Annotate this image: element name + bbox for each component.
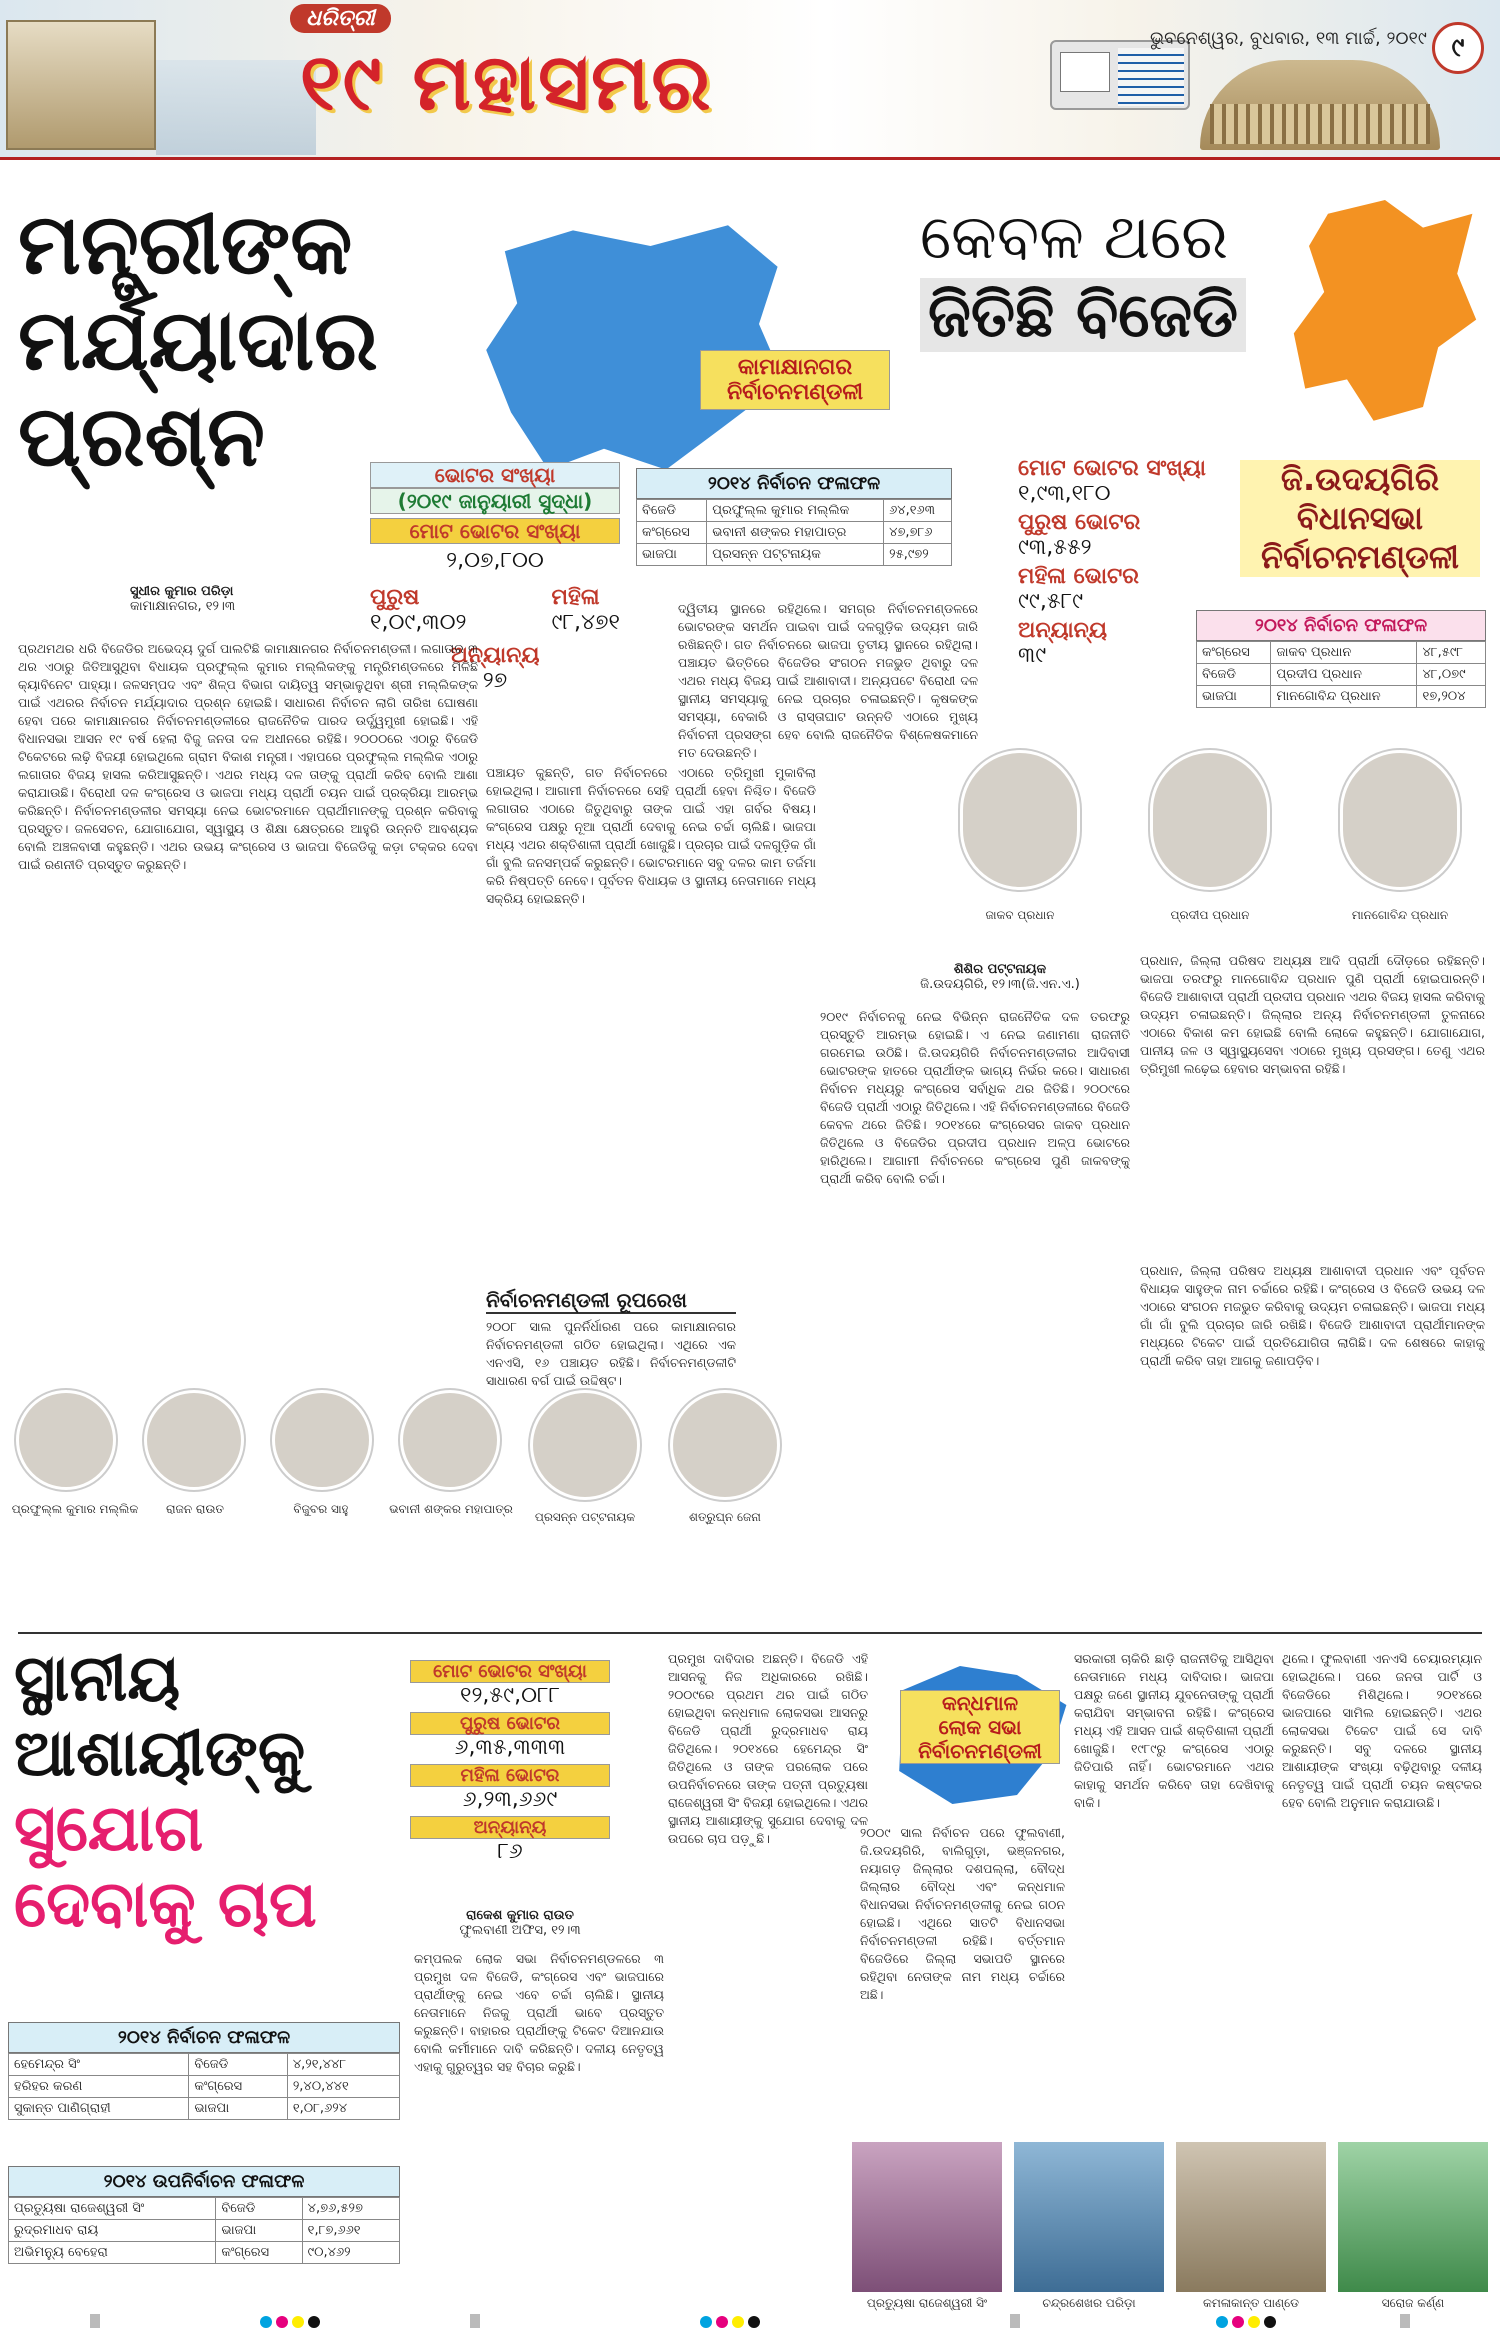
story3-column-5: ଥିଲେ। ଫୁଲବାଣୀ ଏନଏସି ଚେୟାରମ୍ୟାନ ହୋଇଥିଲେ। ପରେ ଜନତା ପାର୍ଟି ଓ ବିଜେଡିରେ ମିଶିଥିଲେ। ୨୦୧୪ରେ ଭାଜପାରେ ସାମିଲ ହୋଇଛନ୍ତି। ଏଥର ଲୋକସଭା ଟିକେଟ ପାଇଁ ସେ ଦାବି କରୁଛନ୍ତି। ସବୁ ଦଳରେ ସ୍ଥାନୀୟ ଆଶାୟୀଙ୍କ ସଂଖ୍ୟା ବଢ଼ିଥିବାରୁ ଦଳୀୟ ନେତୃତ୍ୱ ପାଇଁ ପ୍ରାର୍ଥୀ ଚୟନ କଷ୍ଟକର ହେବ ବୋଲି ଅନୁମାନ କରାଯାଉଛି। [1282, 1651, 1482, 1810]
candidate-caption: ଜାକବ ପ୍ରଧାନ [985, 908, 1055, 922]
candidate-caption: ଭବାନୀ ଶଙ୍କର ମହାପାତ୍ର [389, 1502, 513, 1516]
party-cell: ଭାଜପା [189, 2098, 287, 2120]
female-label: ମହିଳା ଭୋଟର [410, 1764, 610, 1787]
gender-row [370, 585, 620, 635]
votes-cell: ୬୪,୧୬୩ [884, 500, 952, 522]
candidate-cell: ଜାକବ ପ୍ରଧାନ [1271, 642, 1417, 664]
story1-photo-row [10, 1390, 800, 1550]
votes-cell: ୨,୪୦,୪୪୧ [287, 2076, 399, 2098]
brand-logo: ଧରିତ୍ରୀ [290, 4, 391, 33]
story1-headline-line: ମର୍ଯ୍ୟାଦାର [18, 291, 378, 390]
story3-photo-row [852, 2142, 1492, 2322]
candidate-photo [530, 1390, 640, 1500]
total-voters-value: ୧,୯୩,୧୮୦ [1018, 481, 1111, 506]
party-cell: ଭାଜପା [216, 2220, 302, 2242]
story3-byline [420, 1908, 620, 1938]
story3-headline-line: ଆଶାୟୀଙ୍କୁ [14, 1717, 306, 1792]
table-row [9, 2098, 400, 2120]
male-label: ପୁରୁଷ ଭୋଟର [1018, 510, 1141, 535]
byline-place: କାମାକ୍ଷାନଗର, ୧୨।୩ [130, 599, 236, 614]
story1-headline-line: ମନ୍ତ୍ରୀଙ୍କ [18, 195, 353, 293]
table-row [1197, 642, 1486, 664]
profile-text: ୨୦୦୮ ସାଲ ପୁନର୍ନିର୍ଧାରଣ ପରେ କାମାକ୍ଷାନଗର ନିର୍ବାଚନମଣ୍ଡଳୀ ଗଠିତ ହୋଇଥିଲା। ଏଥିରେ ଏକ ଏନଏସି, ୧୬ ପଞ୍ଚାୟତ ରହିଛି। ନିର୍ବାଚନମଣ୍ଡଳୀଟି ସାଧାରଣ ବର୍ଗ ପାଇଁ ଉଦ୍ଦିଷ୍ଟ। [486, 1319, 736, 1388]
story3-voter-box [410, 1660, 610, 1864]
female-label: ମହିଳା ଭୋଟର [1018, 564, 1139, 589]
total-voters-label: ମୋଟ ଭୋଟର ସଂଖ୍ୟା [410, 1660, 610, 1683]
story2-photo-row [960, 750, 1490, 940]
votes-cell: ୪,୨୧,୪୪୮ [287, 2054, 399, 2076]
party-cell: ବିଜେଡି [637, 500, 707, 522]
crowd-hands-image [156, 60, 316, 155]
candidate-cell: ହରିହର କରଣ [9, 2076, 189, 2098]
byline-place: ଫୁଲବାଣୀ ଅଫିସ, ୧୨।୩ [459, 1923, 581, 1938]
masthead [0, 0, 1500, 160]
voter-box-title: ଭୋଟର ସଂଖ୍ୟା [370, 462, 620, 488]
evm-machine-image [1050, 40, 1190, 110]
candidate-photo [1340, 750, 1460, 890]
other-value: ୨୭ [482, 668, 508, 693]
total-voters-label: ମୋଟ ଭୋଟର ସଂଖ୍ୟା [370, 518, 620, 544]
table-row [637, 522, 952, 544]
story2-headline-line: ଜିତିଛି ବିଜେଡି [920, 278, 1246, 352]
candidate-cell: ରୁଦ୍ରମାଧବ ରାୟ [9, 2220, 216, 2242]
story3-headline-line: ସୁଯୋଗ [14, 1792, 204, 1867]
byline-place: ଜି.ଉଦୟଗିରି, ୧୨।୩(ଜି.ଏନ.ଏ.) [920, 977, 1080, 992]
male-value: ୬,୩୫,୩୩୩ [454, 1735, 566, 1760]
candidate-photo [1150, 750, 1270, 890]
story1-results-table [636, 468, 952, 566]
voter-box-subtitle: (୨୦୧୯ ଜାନୁୟାରୀ ସୁଦ୍ଧା) [370, 488, 620, 514]
total-voters-label: ମୋଟ ଭୋଟର ସଂଖ୍ୟା [1018, 456, 1206, 481]
candidate-caption: ଚନ୍ଦ୍ରଶେଖର ପରିଡ଼ା [1042, 2296, 1136, 2310]
story1-byline [130, 584, 350, 614]
total-voters-value: ୧୨,୫୯,୦୮୮ [460, 1683, 560, 1708]
section-title: ୧୯ ମହାସମର [300, 38, 713, 128]
other-value: ୮୬ [497, 1839, 523, 1864]
votes-cell: ୧,୮୭,୬୬୧ [302, 2220, 399, 2242]
bye-results-title: ୨୦୧୪ ଉପନିର୍ବାଚନ ଫଳାଫଳ [8, 2166, 400, 2197]
story3-column-4: ସରକାରୀ ଚାକିରି ଛାଡ଼ି ରାଜନୀତିକୁ ଆସିଥିବା ନେତାମାନେ ମଧ୍ୟ ଦାବିଦାର। ଭାଜପା ପକ୍ଷରୁ ଜଣେ ସ୍ଥାନୀୟ ଯୁବନେତାଙ୍କୁ ପ୍ରାର୍ଥୀ କରାଯିବା ସମ୍ଭାବନା ରହିଛି। କଂଗ୍ରେସ ମଧ୍ୟ ଏହି ଆସନ ପାଇଁ ଶକ୍ତିଶାଳୀ ପ୍ରାର୍ଥୀ ଖୋଜୁଛି। ୧୯୮୯ରୁ କଂଗ୍ରେସ ଏଠାରୁ ଜିତିପାରି ନାହିଁ। ଭୋଟରମାନେ ଏଥର କାହାକୁ ସମର୍ଥନ କରିବେ ତାହା ଦେଖିବାକୁ ବାକି। [1074, 1651, 1274, 1810]
candidate-cell: ପ୍ରସନ୍ନ ପଟ୍ଟନାୟକ [707, 544, 884, 566]
results-grid [636, 499, 952, 566]
registration-marks [0, 2310, 1500, 2334]
story2-map-label [1240, 460, 1480, 577]
map-label-line: ନିର୍ବାଚନମଣ୍ଡଳୀ [726, 380, 864, 405]
story3-column-1: କମ୍ପଲକ ଲୋକ ସଭା ନିର୍ବାଚନମଣ୍ଡଳରେ ୩ ପ୍ରମୁଖ ଦଳ ବିଜେଡି, କଂଗ୍ରେସ ଏବଂ ଭାଜପାରେ ପ୍ରାର୍ଥୀଙ୍କୁ ନେଇ ଏବେ ଚର୍ଚ୍ଚା ଚାଲିଛି। ସ୍ଥାନୀୟ ନେତାମାନେ ନିଜକୁ ପ୍ରାର୍ଥୀ ଭାବେ ପ୍ରସ୍ତୁତ କରୁଛନ୍ତି। ବାହାରର ପ୍ରାର୍ଥୀଙ୍କୁ ଟିକେଟ ଦିଆନଯାଉ ବୋଲି କର୍ମୀମାନେ ଦାବି କରିଛନ୍ତି। ଦଳୀୟ ନେତୃତ୍ୱ ଏହାକୁ ଗୁରୁତ୍ୱର ସହ ବିଚାର କରୁଛି। [414, 1951, 664, 2074]
section-divider [18, 1632, 1482, 1634]
candidate-cell: ମାନଗୋବିନ୍ଦ ପ୍ରଧାନ [1271, 686, 1417, 708]
parliament-building-image [1200, 60, 1440, 150]
results-title: ୨୦୧୪ ନିର୍ବାଚନ ଫଳାଫଳ [1196, 610, 1486, 641]
candidate-caption: କମଳାକାନ୍ତ ପାଣ୍ଡେ [1203, 2296, 1299, 2310]
map-label-line: କନ୍ଧମାଳ [941, 1691, 1019, 1715]
votes-cell: ୧୭,୨୦୪ [1417, 686, 1486, 708]
other-label: ଅନ୍ୟାନ୍ୟ [450, 643, 540, 668]
map-label-line: ଲୋକ ସଭା [938, 1715, 1022, 1739]
party-cell: ଭାଜପା [637, 544, 707, 566]
candidate-photo [1338, 2142, 1488, 2292]
candidate-cell: ଅଭିମନ୍ୟୁ ବେହେରା [9, 2242, 216, 2264]
g-udayagiri-map [1290, 200, 1480, 430]
byline-name: ସୁଧୀର କୁମାର ପରିଡ଼ା [130, 584, 234, 599]
party-cell: ବିଜେଡି [1197, 664, 1271, 686]
votes-cell: ୪୮,୦୭୯ [1417, 664, 1486, 686]
votes-cell: ୪୮,୫୯୮ [1417, 642, 1486, 664]
candidate-caption: ବିଜୁବର ସାହୁ [293, 1502, 349, 1516]
party-cell: ବିଜେଡି [189, 2054, 287, 2076]
story1-column-1: ପ୍ରଥମଥର ଧରି ବିଜେଡିର ଅଭେଦ୍ୟ ଦୁର୍ଗ ପାଲଟିଛି କାମାକ୍ଷାନଗର ନିର୍ବାଚନମଣ୍ଡଳୀ। ଲଗାତାର ୩ ଥର ଏଠାରୁ ଜିତିଆସୁଥିବା ବିଧାୟକ ପ୍ରଫୁଲ୍ଲ କୁମାର ମଲ୍ଲିକଙ୍କୁ ମନ୍ତ୍ରିମଣ୍ଡଳରେ ମିଳିଛି କ୍ୟାବିନେଟ ପାହ୍ୟା। ଜଳସମ୍ପଦ ଏବଂ ଶିଳ୍ପ ବିଭାଗ ଦାୟିତ୍ୱ ସମ୍ଭାଳୁଥିବା ଶ୍ରୀ ମଲ୍ଲିକଙ୍କ ପାଇଁ ଏଥରର ନିର୍ବାଚନ ମର୍ଯ୍ୟାଦାର ପ୍ରଶ୍ନ ହୋଇଛି। ସାଧାରଣ ନିର୍ବାଚନ ଲାଗି ତାରିଖ ଘୋଷଣା ହେବା ପରେ କାମାକ୍ଷାନଗର ନିର୍ବାଚନମଣ୍ଡଳୀରେ ରାଜନୈତିକ ପାରଦ ଉର୍ଦ୍ଧ୍ୱମୁଖୀ ହୋଇଛି। ଏହି ବିଧାନସଭା ଆସନ ୧୯ ବର୍ଷ ହେଲା ବିଜୁ ଜନତା ଦଳ ଅଧୀନରେ ରହିଛି। ୨୦୦୦ରେ ଏଠାରୁ ବିଜେଡି ଟିକେଟରେ ଲଢ଼ି ବିଜୟୀ ହୋଇଥିଲେ ଗ୍ରାମ ବିକାଶ ମନ୍ତ୍ରୀ। ଏହାପରେ ପ୍ରଫୁଲ୍ଲ ମଲ୍ଲିକ ଏଠାରୁ ଲଗାତାର ବିଜୟ ହାସଲ କରିଆସୁଛନ୍ତି। ଏଥର ମଧ୍ୟ ଦଳ ତାଙ୍କୁ ପ୍ରାର୍ଥୀ କରିବ ବୋଲି ଆଶା କରାଯାଉଛି। ବିରୋଧୀ ଦଳ କଂଗ୍ରେସ ଓ ଭାଜପା ମଧ୍ୟ ପ୍ରାର୍ଥୀ ଚୟନ ପାଇଁ ପ୍ରକ୍ରିୟା ଆରମ୍ଭ କରିଛନ୍ତି। ନିର୍ବାଚନମଣ୍ଡଳୀର ସମସ୍ୟା ନେଇ ଭୋଟରମାନେ ପ୍ରାର୍ଥୀମାନଙ୍କୁ ପ୍ରଶ୍ନ କରିବାକୁ ପ୍ରସ୍ତୁତ। ଜଳସେଚନ, ଯୋଗାଯୋଗ, ସ୍ୱାସ୍ଥ୍ୟ ଓ ଶିକ୍ଷା କ୍ଷେତ୍ରରେ ଆହୁରି ଉନ୍ନତି ଆବଶ୍ୟକ ବୋଲି ଅଞ୍ଚଳବାସୀ କହୁଛନ୍ତି। ଏଥର ଉଭୟ କଂଗ୍ରେସ ଓ ଭାଜପା ବିଜେଡିକୁ କଡ଼ା ଟକ୍କର ଦେବା ପାଇଁ ରଣନୀତି ପ୍ରସ୍ତୁତ କରୁଛନ୍ତି। [18, 641, 478, 872]
byline-name: ଶିଶିର ପଟ୍ଟନାୟକ [953, 962, 1047, 977]
story1-column-3: ପଞ୍ଚାୟତ କୁଛନ୍ତି, ଗତ ନିର୍ବାଚନରେ ଏଠାରେ ତ୍ରିମୁଖୀ ମୁକାବିଲା ହୋଇଥିଲା। ଆଗାମୀ ନିର୍ବାଚନରେ ସେହି ପ୍ରାର୍ଥୀ ହେବା ନିଶ୍ଚିତ। ବିଜେଡି ଲଗାତାର ଏଠାରେ ଜିତୁଥିବାରୁ ତାଙ୍କ ପାଇଁ ଏହା ଗର୍ବର ବିଷୟ। କଂଗ୍ରେସ ପକ୍ଷରୁ ନୂଆ ପ୍ରାର୍ଥୀ ଦେବାକୁ ନେଇ ଚର୍ଚ୍ଚା ଚାଲିଛି। ଭାଜପା ମଧ୍ୟ ଏଥର ଶକ୍ତିଶାଳୀ ପ୍ରାର୍ଥୀ ଖୋଜୁଛି। ପ୍ରଚାର ପାଇଁ ଦଳଗୁଡ଼ିକ ଗାଁ ଗାଁ ବୁଲି ଜନସମ୍ପର୍କ କରୁଛନ୍ତି। ଭୋଟରମାନେ ସବୁ ଦଳର କାମ ତର୍ଜମା କରି ନିଷ୍ପତ୍ତି ନେବେ। ପୂର୍ବତନ ବିଧାୟକ ଓ ସ୍ଥାନୀୟ ନେତାମାନେ ମଧ୍ୟ ସକ୍ରିୟ ହୋଇଛନ୍ତି। [486, 765, 816, 906]
story2-voter-box [1018, 456, 1218, 668]
male-label: ପୁରୁଷ [370, 585, 420, 610]
candidate-caption: ଶତ୍ରୁଘ୍ନ ଜେନା [689, 1510, 761, 1524]
results-title: ୨୦୧୪ ନିର୍ବାଚନ ଫଳାଫଳ [636, 468, 952, 499]
votes-cell: ୪,୭୬,୫୨୭ [302, 2198, 399, 2220]
party-cell: ବିଜେଡି [216, 2198, 302, 2220]
dateline: ଭୁବନେଶ୍ୱର, ବୁଧବାର, ୧୩ ମାର୍ଚ୍ଚ, ୨୦୧୯ [1150, 28, 1427, 49]
byline-name: ରାକେଶ କୁମାର ରାଉତ [466, 1908, 574, 1923]
profile-title: ନିର୍ବାଚନମଣ୍ଡଳୀ ରୂପରେଖ [486, 1288, 736, 1314]
party-cell: ଭାଜପା [1197, 686, 1271, 708]
party-cell: କଂଗ୍ରେସ [189, 2076, 287, 2098]
candidate-photo [1014, 2142, 1164, 2292]
story2-results-table [1196, 610, 1486, 708]
bye-results-grid [8, 2197, 400, 2264]
story2-column-3: ପ୍ରଧାନ, ଜିଲ୍ଲା ପରିଷଦ ଅଧ୍ୟକ୍ଷ ଆଶାବାଦୀ ପ୍ରଧାନ ଏବଂ ପୂର୍ବତନ ବିଧାୟକ ସାହୁଙ୍କ ନାମ ଚର୍ଚ୍ଚାରେ ରହିଛି। କଂଗ୍ରେସ ଓ ବିଜେଡି ଉଭୟ ଦଳ ଏଠାରେ ସଂଗଠନ ମଜଭୁତ କରିବାକୁ ଉଦ୍ୟମ ଚଳାଇଛନ୍ତି। ଭାଜପା ମଧ୍ୟ ଗାଁ ଗାଁ ବୁଲି ପ୍ରଚାର ଜାରି ରଖିଛି। ବିଜେଡି ଆଶାବାଦୀ ପ୍ରାର୍ଥୀମାନଙ୍କ ମଧ୍ୟରେ ଟିକେଟ ପାଇଁ ପ୍ରତିଯୋଗିତା ଲାଗିଛି। ଦଳ ଶେଷରେ କାହାକୁ ପ୍ରାର୍ଥୀ କରିବ ତାହା ଆଗକୁ ଜଣାପଡ଼ିବ। [1140, 1263, 1485, 1368]
map-label-line: ବିଧାନସଭା [1296, 499, 1424, 537]
candidate-caption: ପ୍ରତ୍ୟୁଷା ରାଜେଶ୍ୱରୀ ସିଂ [866, 2296, 988, 2310]
other-label: ଅନ୍ୟାନ୍ୟ [1018, 618, 1107, 643]
story3-column-2: ପ୍ରମୁଖ ଦାବିଦାର ଅଛନ୍ତି। ବିଜେଡି ଏହି ଆସନକୁ ନିଜ ଅଧିକାରରେ ରଖିଛି। ୨୦୦୯ରେ ପ୍ରଥମ ଥର ପାଇଁ ଗଠିତ ହୋଇଥିବା କନ୍ଧମାଳ ଲୋକସଭା ଆସନରୁ ବିଜେଡି ପ୍ରାର୍ଥୀ ରୁଦ୍ରମାଧବ ରାୟ ଜିତିଥିଲେ। ୨୦୧୪ରେ ହେମେନ୍ଦ୍ର ସିଂ ଜିତିଥିଲେ ଓ ତାଙ୍କ ପରଲୋକ ପରେ ଉପନିର୍ବାଚନରେ ତାଙ୍କ ପତ୍ନୀ ପ୍ରତ୍ୟୁଷା ରାଜେଶ୍ୱରୀ ସିଂ ବିଜୟୀ ହୋଇଥିଲେ। ଏଥର ସ୍ଥାନୀୟ ଆଶାୟୀଙ୍କୁ ସୁଯୋଗ ଦେବାକୁ ଦଳ ଉପରେ ଚାପ ପଡ଼ୁଛି। [668, 1651, 868, 1846]
story2-headline-line: କେବଳ ଥରେ [920, 200, 1229, 273]
story3-headline-line: ସ୍ଥାନୀୟ [14, 1642, 181, 1716]
party-cell: କଂଗ୍ରେସ [216, 2242, 302, 2264]
results-grid [8, 2053, 400, 2120]
male-value: ୧,୦୯,୩୦୨ [370, 610, 467, 635]
candidate-cell: ଭବାନୀ ଶଙ୍କର ମହାପାତ୍ର [707, 522, 884, 544]
candidate-caption: ମାନଗୋବିନ୍ଦ ପ୍ରଧାନ [1351, 908, 1449, 922]
table-row [1197, 664, 1486, 686]
votes-cell: ୧,୦୮,୬୨୪ [287, 2098, 399, 2120]
candidate-caption: ସରୋଜ କର୍ଣ୍ଣ [1381, 2296, 1445, 2310]
other-label: ଅନ୍ୟାନ୍ୟ [410, 1816, 610, 1839]
results-grid [1196, 641, 1486, 708]
story3-headline-line: ଦେବାକୁ ଚାପ [14, 1867, 317, 1942]
votes-cell: ୯୦,୪୬୨ [302, 2242, 399, 2264]
story2-headline [920, 200, 1340, 352]
page-number: ୯ [1432, 22, 1484, 74]
results-title: ୨୦୧୪ ନିର୍ବାଚନ ଫଳାଫଳ [8, 2022, 400, 2053]
candidate-photo [144, 1390, 244, 1490]
story1-column-2: ଦ୍ୱିତୀୟ ସ୍ଥାନରେ ରହିଥିଲେ। ସମଗ୍ର ନିର୍ବାଚନମଣ୍ଡଳରେ ଭୋଟରଙ୍କ ସମର୍ଥନ ପାଇବା ପାଇଁ ଦଳଗୁଡ଼ିକ ଉଦ୍ୟମ ଜାରି ରଖିଛନ୍ତି। ଗତ ନିର୍ବାଚନରେ ଭାଜପା ତୃତୀୟ ସ୍ଥାନରେ ରହିଥିଲା। ପଞ୍ଚାୟତ ଭିତ୍ତିରେ ବିଜେଡିର ସଂଗଠନ ମଜଭୁତ ଥିବାରୁ ଦଳ ଏଥର ମଧ୍ୟ ବିଜୟ ପାଇଁ ଆଶାବାଦୀ। ଅନ୍ୟପଟେ ବିରୋଧୀ ଦଳ ସ୍ଥାନୀୟ ସମସ୍ୟାକୁ ନେଇ ପ୍ରଚାର ଚଳାଇଛନ୍ତି। କୃଷକଙ୍କ ସମସ୍ୟା, ବେକାରି ଓ ରାସ୍ତାଘାଟ ଉନ୍ନତି ଏଠାରେ ମୁଖ୍ୟ ନିର୍ବାଚନୀ ପ୍ରସଙ୍ଗ ହେବ ବୋଲି ରାଜନୈତିକ ବିଶ୍ଳେଷକମାନେ ମତ ଦେଉଛନ୍ତି। [678, 601, 978, 760]
candidate-caption: ରାଜନ ରାଉତ [165, 1502, 224, 1516]
votes-cell: ୪୭,୭୮୬ [884, 522, 952, 544]
assembly-building-image [6, 20, 156, 150]
story1-map-label [700, 350, 890, 410]
total-voters-value: ୨,୦୭,୮୦୦ [446, 548, 544, 573]
story2-byline [890, 962, 1110, 992]
other-value: ୩୯ [1018, 643, 1047, 668]
table-row [9, 2054, 400, 2076]
map-label-line: କାମାକ୍ଷାନଗର [737, 355, 853, 380]
map-label-line: ଜି.ଉଦୟଗିରି [1280, 460, 1440, 498]
table-row [9, 2198, 400, 2220]
table-row [637, 544, 952, 566]
story2-column-2: ପ୍ରଧାନ, ଜିଲ୍ଲା ପରିଷଦ ଅଧ୍ୟକ୍ଷ ଆଦି ପ୍ରାର୍ଥୀ ଦୌଡ଼ରେ ରହିଛନ୍ତି। ଭାଜପା ତରଫରୁ ମାନଗୋବିନ୍ଦ ପ୍ରଧାନ ପୁଣି ପ୍ରାର୍ଥୀ ହୋଇପାରନ୍ତି। ବିଜେଡି ଆଶାବାଦୀ ପ୍ରାର୍ଥୀ ପ୍ରଦୀପ ପ୍ରଧାନ ଏଥର ବିଜୟ ହାସଲ କରିବାକୁ ଉଦ୍ୟମ ଚଳାଇଛନ୍ତି। ଜିଲ୍ଲାର ଅନ୍ୟ ନିର୍ବାଚନମଣ୍ଡଳୀ ତୁଳନାରେ ଏଠାରେ ବିକାଶ କମ ହୋଇଛି ବୋଲି ଲୋକେ କହୁଛନ୍ତି। ଯୋଗାଯୋଗ, ପାନୀୟ ଜଳ ଓ ସ୍ୱାସ୍ଥ୍ୟସେବା ଏଠାରେ ମୁଖ୍ୟ ପ୍ରସଙ୍ଗ। ତେଣୁ ଏଥର ତ୍ରିମୁଖୀ ଲଢ଼େଇ ହେବାର ସମ୍ଭାବନା ରହିଛି। [1140, 953, 1485, 1076]
table-row [637, 500, 952, 522]
candidate-cell: ପ୍ରଫୁଲ୍ଲ କୁମାର ମଲ୍ଲିକ [707, 500, 884, 522]
table-row [9, 2242, 400, 2264]
votes-cell: ୨୫,୯୭୨ [884, 544, 952, 566]
male-label: ପୁରୁଷ ଭୋଟର [410, 1712, 610, 1735]
candidate-caption: ପ୍ରଦୀପ ପ୍ରଧାନ [1170, 908, 1250, 922]
story3-bye-results-table [8, 2166, 400, 2264]
candidate-photo [670, 1390, 780, 1500]
story3-headline [14, 1642, 414, 1942]
candidate-caption: ପ୍ରସନ୍ନ ପଟ୍ଟନାୟକ [534, 1510, 636, 1524]
map-label-line: ନିର୍ବାଚନମଣ୍ଡଳୀ [918, 1739, 1042, 1763]
candidate-cell: ପ୍ରଦୀପ ପ୍ରଧାନ [1271, 664, 1417, 686]
story3-map-label [900, 1690, 1060, 1764]
female-value: ୯୮,୪୭୧ [551, 610, 620, 635]
story1-headline [18, 195, 458, 486]
female-value: ୬,୨୩,୬୬୯ [462, 1787, 558, 1812]
candidate-photo [1176, 2142, 1326, 2292]
story3-column-3: ୨୦୦୯ ସାଲ ନିର୍ବାଚନ ପରେ ଫୁଲବାଣୀ, ଜି.ଉଦୟଗିରି, ବାଲିଗୁଡ଼ା, ଭଞ୍ଜନଗର, ନୟାଗଡ଼ ଜିଲ୍ଲାର ଦଶପଲ୍ଲା, ବୌଦ୍ଧ ଜିଲ୍ଲାର ବୌଦ୍ଧ ଏବଂ କନ୍ଧମାଳ ବିଧାନସଭା ନିର୍ବାଚନମଣ୍ଡଳୀକୁ ନେଇ ଗଠନ ହୋଇଛି। ଏଥିରେ ସାତଟି ବିଧାନସଭା ନିର୍ବାଚନମଣ୍ଡଳୀ ରହିଛି। ବର୍ତ୍ତମାନ ବିଜେଡିରେ ଜିଲ୍ଲା ସଭାପତି ସ୍ଥାନରେ ରହିଥିବା ନେତାଙ୍କ ନାମ ମଧ୍ୟ ଚର୍ଚ୍ଚାରେ ଅଛି। [860, 1825, 1065, 2002]
candidate-photo [16, 1390, 116, 1490]
party-cell: କଂଗ୍ରେସ [1197, 642, 1271, 664]
story2-column-1: ୨୦୧୯ ନିର୍ବାଚନକୁ ନେଇ ବିଭିନ୍ନ ରାଜନୈତିକ ଦଳ ତରଫରୁ ପ୍ରସ୍ତୁତି ଆରମ୍ଭ ହୋଇଛି। ଏ ନେଇ ଜଣାମଣା ରାଜନୀତି ଗରମେଇ ଉଠିଛି। ଜି.ଉଦୟଗିରି ନିର୍ବାଚନମଣ୍ଡଳୀର ଆଦିବାସୀ ଭୋଟରଙ୍କ ହାତରେ ପ୍ରାର୍ଥୀଙ୍କ ଭାଗ୍ୟ ନିର୍ଭର କରେ। ସାଧାରଣ ନିର୍ବାଚନ ମଧ୍ୟରୁ କଂଗ୍ରେସ ସର୍ବାଧିକ ଥର ଜିତିଛି। ୨୦୦୯ରେ ବିଜେଡି ପ୍ରାର୍ଥୀ ଏଠାରୁ ଜିତିଥିଲେ। ଏହି ନିର୍ବାଚନମଣ୍ଡଳୀରେ ବିଜେଡି କେବଳ ଥରେ ଜିତିଛି। ୨୦୧୪ରେ କଂଗ୍ରେସର ଜାକବ ପ୍ରଧାନ ଜିତିଥିଲେ ଓ ବିଜେଡିର ପ୍ରଦୀପ ପ୍ରଧାନ ଅଳ୍ପ ଭୋଟରେ ହାରିଥିଲେ। ଆଗାମୀ ନିର୍ବାଚନରେ କଂଗ୍ରେସ ପୁଣି ଜାକବଙ୍କୁ ପ୍ରାର୍ଥୀ କରିବ ବୋଲି ଚର୍ଚ୍ଚା। [820, 1009, 1130, 1186]
candidate-photo [272, 1390, 372, 1490]
candidate-photo [400, 1390, 500, 1490]
candidate-photo [960, 750, 1080, 890]
candidate-caption: ପ୍ରଫୁଲ୍ଲ କୁମାର ମଲ୍ଲିକ [11, 1502, 139, 1516]
female-label: ମହିଳା [551, 585, 600, 610]
candidate-cell: ପ୍ରତ୍ୟୁଷା ରାଜେଶ୍ୱରୀ ସିଂ [9, 2198, 216, 2220]
table-row [9, 2220, 400, 2242]
table-row [1197, 686, 1486, 708]
female-value: ୯୯,୫୮୯ [1018, 589, 1084, 614]
story1-headline-line: ପ୍ରଶ୍ନ [18, 387, 265, 486]
candidate-cell: ସୁକାନ୍ତ ପାଣିଗ୍ରାହୀ [9, 2098, 189, 2120]
candidate-photo [852, 2142, 1002, 2292]
story3-results-table [8, 2022, 400, 2120]
map-label-line: ନିର୍ବାଚନମଣ୍ଡଳୀ [1261, 538, 1459, 576]
party-cell: କଂଗ୍ରେସ [637, 522, 707, 544]
table-row [9, 2076, 400, 2098]
male-value: ୯୩,୫୫୨ [1018, 535, 1092, 560]
candidate-cell: ହେମେନ୍ଦ୍ର ସିଂ [9, 2054, 189, 2076]
